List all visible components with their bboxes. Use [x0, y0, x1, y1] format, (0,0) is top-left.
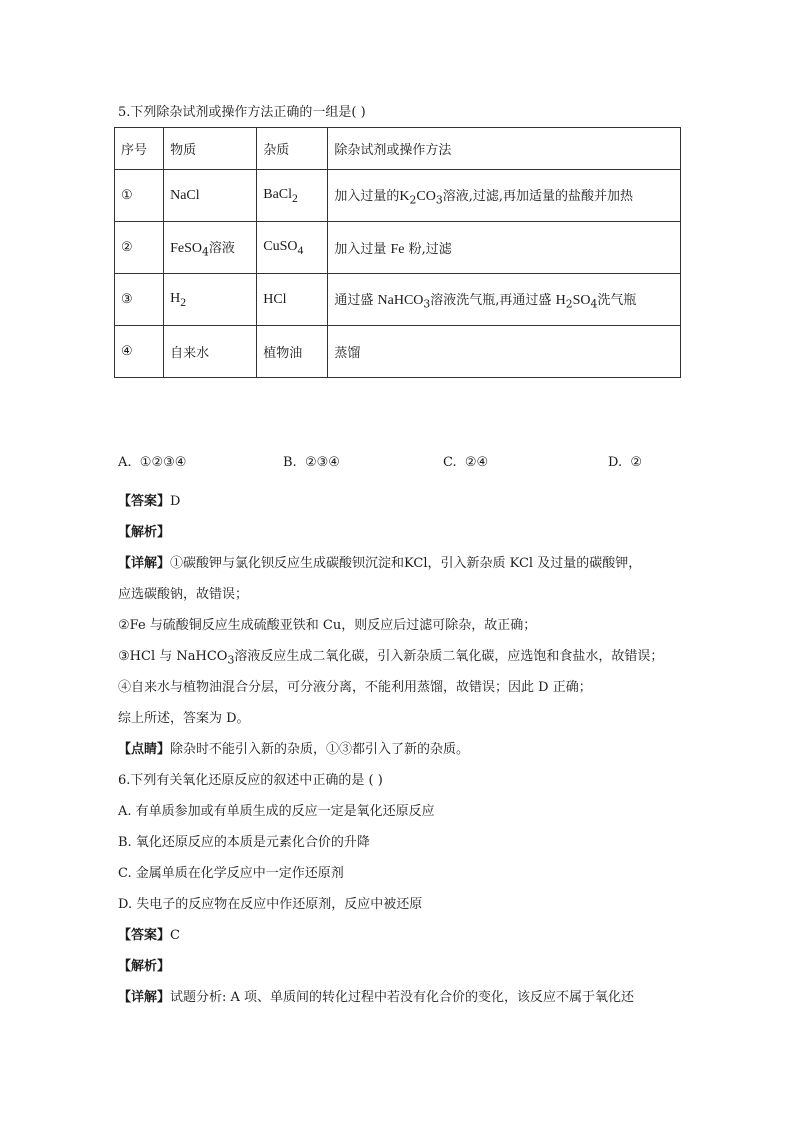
option-a: A. ①②③④ — [118, 455, 187, 470]
option-d: D. ② — [608, 455, 643, 470]
row-method: 通过盛 NaHCO$_3$溶液洗气瓶,再通过盛 $H_2SO_4$洗气瓶 — [328, 274, 681, 326]
question-5-detail-line: ③HCl 与 NaHCO$_3$溶液反应生成二氧化碳，引入新杂质二氧化碳，应选饱和食盐水，故错误； — [118, 649, 664, 667]
row-impurity: BaCl$_2$ — [257, 170, 328, 222]
question-5-detail-line: ②Fe 与硫酸铜反应生成硫酸亚铁和 Cu，则反应后过滤可除杂，故正确； — [118, 618, 537, 633]
row-substance: FeSO$_4$溶液 — [164, 222, 257, 274]
row-method: 加入过量的$K_2CO_3$溶液,过滤,再加适量的盐酸并加热 — [328, 170, 681, 222]
question-5-answer: 【答案】D — [118, 494, 181, 509]
question-5-note: 【点睛】除杂时不能引入新的杂质，①③都引入了新的杂质。 — [118, 742, 470, 757]
question-6-analysis-heading: 【解析】 — [118, 959, 171, 974]
question-5-title: 5.下列除杂试剂或操作方法正确的一组是( ) — [118, 105, 366, 120]
header-method: 除杂试剂或操作方法 — [328, 128, 681, 170]
row-substance: NaCl — [164, 170, 257, 222]
impurity-removal-table — [114, 127, 681, 378]
question-6-option-b: B. 氧化还原反应的本质是元素化合价的升降 — [118, 835, 370, 850]
question-5-analysis-heading: 【解析】 — [118, 525, 171, 540]
question-6-title: 6.下列有关氧化还原反应的叙述中正确的是 ( ) — [118, 773, 383, 788]
row-method: 加入过量 Fe 粉,过滤 — [328, 222, 681, 274]
row-method: 蒸馏 — [328, 326, 681, 378]
row-no: ③ — [115, 274, 164, 326]
table-row — [115, 222, 681, 274]
table-header-row — [115, 128, 681, 170]
row-impurity: 植物油 — [257, 326, 328, 378]
question-6-option-d: D. 失电子的反应物在反应中作还原剂，反应中被还原 — [118, 897, 423, 912]
question-5-summary: 综上所述，答案为 D。 — [118, 711, 250, 726]
table-row — [115, 326, 681, 378]
question-6-option-c: C. 金属单质在化学反应中一定作还原剂 — [118, 866, 344, 881]
question-5-detail-line: ④自来水与植物油混合分层，可分液分离，不能利用蒸馏，故错误；因此 D 正确； — [118, 680, 592, 695]
question-6-option-a: A. 有单质参加或有单质生成的反应一定是氧化还原反应 — [118, 804, 435, 819]
row-impurity: CuSO$_4$ — [257, 222, 328, 274]
row-impurity: HCl — [257, 274, 328, 326]
header-substance: 物质 — [164, 128, 257, 170]
table-row — [115, 274, 681, 326]
option-b: B. ②③④ — [283, 455, 340, 470]
table-row — [115, 170, 681, 222]
row-no: ① — [115, 170, 164, 222]
option-c: C. ②④ — [443, 455, 489, 470]
question-6-answer: 【答案】C — [118, 928, 180, 943]
row-substance: 自来水 — [164, 326, 257, 378]
question-5-detail-line: 【详解】①碳酸钾与氯化钡反应生成碳酸钡沉淀和KCl，引入新杂质 KCl 及过量的碳酸钾， — [118, 556, 642, 571]
row-substance: $H_2$ — [164, 274, 257, 326]
row-no: ② — [115, 222, 164, 274]
question-5-detail-line: 应选碳酸钠，故错误； — [118, 587, 249, 602]
row-no: ④ — [115, 326, 164, 378]
question-6-detail-line: 【详解】试题分析: A 项、单质间的转化过程中若没有化合价的变化，该反应不属于氧化还 — [118, 990, 635, 1005]
header-impurity: 杂质 — [257, 128, 328, 170]
header-no: 序号 — [115, 128, 164, 170]
